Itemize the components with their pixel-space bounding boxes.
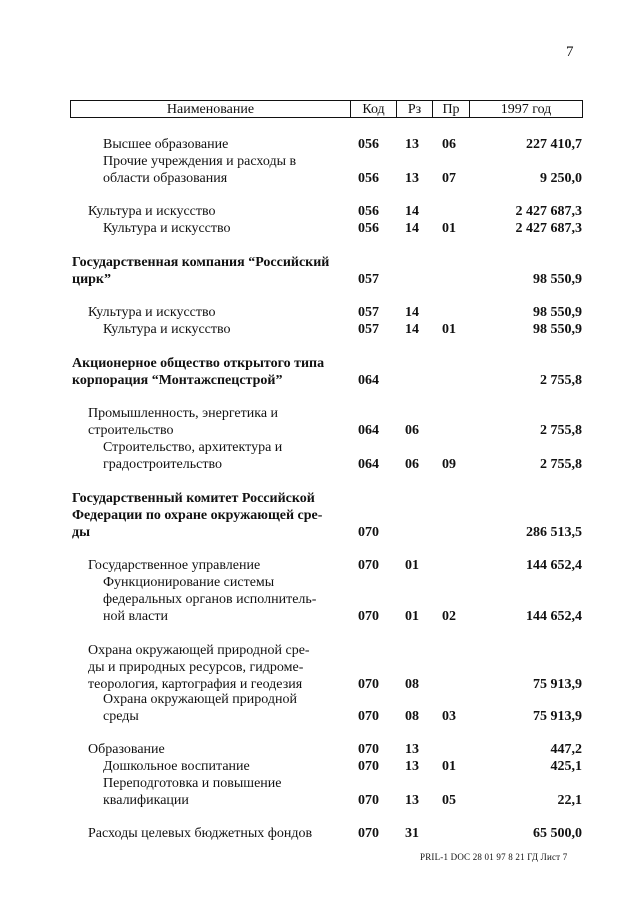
table-row bbox=[0, 691, 640, 725]
table-row bbox=[0, 203, 640, 220]
row-name-line: Функционирование системы bbox=[103, 575, 275, 590]
row-name bbox=[103, 775, 282, 809]
document-footer: PRIL-1 DOC 28 01 97 8 21 ГД Лист 7 bbox=[420, 852, 568, 862]
row-name bbox=[72, 490, 322, 541]
row-pr: 03 bbox=[442, 709, 456, 724]
row-name-line: Промышленность, энергетика и bbox=[88, 406, 279, 421]
row-name bbox=[88, 304, 216, 321]
row-kod: 056 bbox=[358, 171, 379, 186]
row-kod: 056 bbox=[358, 204, 379, 219]
row-name-line: Государственный комитет Российской bbox=[72, 491, 315, 506]
row-kod: 070 bbox=[358, 793, 379, 808]
row-kod: 070 bbox=[358, 826, 379, 841]
row-pr: 05 bbox=[442, 793, 456, 808]
row-name-line: ды bbox=[72, 525, 91, 540]
row-pr: 01 bbox=[442, 759, 456, 774]
table-row bbox=[0, 254, 640, 288]
row-name bbox=[72, 254, 329, 288]
row-sum: 75 913,9 bbox=[533, 709, 582, 724]
header-pr: Пр bbox=[432, 100, 470, 118]
row-name-line: квалификации bbox=[103, 793, 189, 808]
row-name-line: теорология, картография и геодезия bbox=[88, 677, 303, 692]
row-pr: 06 bbox=[442, 137, 456, 152]
table-row bbox=[0, 355, 640, 389]
row-kod: 064 bbox=[358, 457, 379, 472]
table-row bbox=[0, 642, 640, 693]
row-kod: 064 bbox=[358, 373, 379, 388]
row-rz: 14 bbox=[405, 305, 419, 320]
row-name bbox=[103, 321, 231, 338]
row-name-line: Строительство, архитектура и bbox=[103, 440, 283, 455]
row-name-line: среды bbox=[103, 709, 139, 724]
table-row bbox=[0, 574, 640, 625]
row-sum: 144 652,4 bbox=[526, 609, 582, 624]
row-rz: 13 bbox=[405, 793, 419, 808]
row-name bbox=[88, 405, 278, 439]
row-name-line: градостроительство bbox=[103, 457, 222, 472]
row-rz: 13 bbox=[405, 137, 419, 152]
row-name-line: строительство bbox=[88, 423, 174, 438]
row-name-line: Государственная компания “Российский bbox=[72, 255, 330, 270]
row-rz: 08 bbox=[405, 709, 419, 724]
row-name-line: Культура и искусство bbox=[88, 204, 216, 219]
row-kod: 070 bbox=[358, 609, 379, 624]
row-sum: 2 755,8 bbox=[540, 373, 582, 388]
row-rz: 13 bbox=[405, 171, 419, 186]
row-name-line: Высшее образование bbox=[103, 137, 229, 152]
row-rz: 01 bbox=[405, 558, 419, 573]
row-name bbox=[88, 741, 165, 758]
row-name-line: корпорация “Монтажспецстрой” bbox=[72, 373, 283, 388]
row-sum: 22,1 bbox=[557, 793, 582, 808]
row-sum: 98 550,9 bbox=[533, 322, 582, 337]
row-name bbox=[88, 557, 260, 574]
row-name-line: ной власти bbox=[103, 609, 168, 624]
table-row bbox=[0, 741, 640, 758]
row-rz: 01 bbox=[405, 609, 419, 624]
row-sum: 75 913,9 bbox=[533, 677, 582, 692]
header-name: Наименование bbox=[70, 100, 351, 118]
table-row bbox=[0, 758, 640, 775]
row-name-line: Переподготовка и повышение bbox=[103, 776, 282, 791]
row-kod: 057 bbox=[358, 305, 379, 320]
row-name-line: ды и природных ресурсов, гидроме- bbox=[88, 660, 304, 675]
row-name-line: Федерации по охране окружающей сре- bbox=[72, 508, 323, 523]
row-kod: 070 bbox=[358, 742, 379, 757]
row-name-line: Культура и искусство bbox=[103, 322, 231, 337]
row-rz: 13 bbox=[405, 742, 419, 757]
table-row bbox=[0, 405, 640, 439]
header-year: 1997 год bbox=[469, 100, 583, 118]
row-pr: 02 bbox=[442, 609, 456, 624]
row-pr: 07 bbox=[442, 171, 456, 186]
row-kod: 056 bbox=[358, 221, 379, 236]
row-name-line: Охрана окружающей природной сре- bbox=[88, 643, 310, 658]
row-kod: 057 bbox=[358, 322, 379, 337]
row-kod: 064 bbox=[358, 423, 379, 438]
row-kod: 070 bbox=[358, 709, 379, 724]
table-row bbox=[0, 439, 640, 473]
row-kod: 056 bbox=[358, 137, 379, 152]
row-sum: 65 500,0 bbox=[533, 826, 582, 841]
row-sum: 144 652,4 bbox=[526, 558, 582, 573]
row-name bbox=[103, 574, 316, 625]
row-sum: 9 250,0 bbox=[540, 171, 582, 186]
table-row bbox=[0, 321, 640, 338]
row-name bbox=[103, 439, 282, 473]
row-rz: 31 bbox=[405, 826, 419, 841]
row-sum: 447,2 bbox=[550, 742, 582, 757]
row-name-line: Расходы целевых бюджетных фондов bbox=[88, 826, 313, 841]
row-kod: 070 bbox=[358, 677, 379, 692]
row-name bbox=[88, 825, 312, 842]
row-sum: 286 513,5 bbox=[526, 525, 582, 540]
table-row bbox=[0, 557, 640, 574]
row-rz: 14 bbox=[405, 322, 419, 337]
row-name-line: Охрана окружающей природной bbox=[103, 692, 297, 707]
row-rz: 06 bbox=[405, 457, 419, 472]
row-name bbox=[103, 153, 296, 187]
row-name bbox=[103, 758, 250, 775]
row-name bbox=[103, 220, 231, 237]
row-name-line: Государственное управление bbox=[88, 558, 261, 573]
row-name-line: Культура и искусство bbox=[88, 305, 216, 320]
table-row bbox=[0, 220, 640, 237]
row-name-line: Культура и искусство bbox=[103, 221, 231, 236]
header-kod: Код bbox=[350, 100, 397, 118]
row-sum: 425,1 bbox=[550, 759, 582, 774]
table-row bbox=[0, 490, 640, 541]
header-rz: Рз bbox=[396, 100, 433, 118]
row-rz: 06 bbox=[405, 423, 419, 438]
table-row bbox=[0, 825, 640, 842]
table-row bbox=[0, 304, 640, 321]
row-name-line: Дошкольное воспитание bbox=[103, 759, 250, 774]
row-rz: 13 bbox=[405, 759, 419, 774]
table-row bbox=[0, 775, 640, 809]
row-sum: 2 427 687,3 bbox=[515, 221, 582, 236]
row-kod: 070 bbox=[358, 525, 379, 540]
row-name-line: области образования bbox=[103, 171, 228, 186]
row-name-line: цирк” bbox=[72, 272, 111, 287]
row-sum: 2 755,8 bbox=[540, 457, 582, 472]
row-sum: 2 427 687,3 bbox=[515, 204, 582, 219]
row-name-line: Акционерное общество открытого типа bbox=[72, 356, 325, 371]
page-number: 7 bbox=[566, 44, 574, 60]
row-name-line: федеральных органов исполнитель- bbox=[103, 592, 317, 607]
row-name-line: Образование bbox=[88, 742, 165, 757]
row-kod: 070 bbox=[358, 759, 379, 774]
row-name bbox=[88, 203, 216, 220]
table-row bbox=[0, 153, 640, 187]
row-pr: 01 bbox=[442, 221, 456, 236]
row-sum: 98 550,9 bbox=[533, 305, 582, 320]
row-rz: 14 bbox=[405, 204, 419, 219]
row-pr: 01 bbox=[442, 322, 456, 337]
row-name bbox=[103, 691, 297, 725]
table-row bbox=[0, 136, 640, 153]
row-kod: 057 bbox=[358, 272, 379, 287]
row-sum: 98 550,9 bbox=[533, 272, 582, 287]
row-rz: 14 bbox=[405, 221, 419, 236]
row-name bbox=[88, 642, 310, 693]
row-kod: 070 bbox=[358, 558, 379, 573]
row-name bbox=[72, 355, 324, 389]
row-pr: 09 bbox=[442, 457, 456, 472]
row-rz: 08 bbox=[405, 677, 419, 692]
row-name bbox=[103, 136, 228, 153]
row-sum: 2 755,8 bbox=[540, 423, 582, 438]
row-sum: 227 410,7 bbox=[526, 137, 582, 152]
row-name-line: Прочие учреждения и расходы в bbox=[103, 154, 297, 169]
